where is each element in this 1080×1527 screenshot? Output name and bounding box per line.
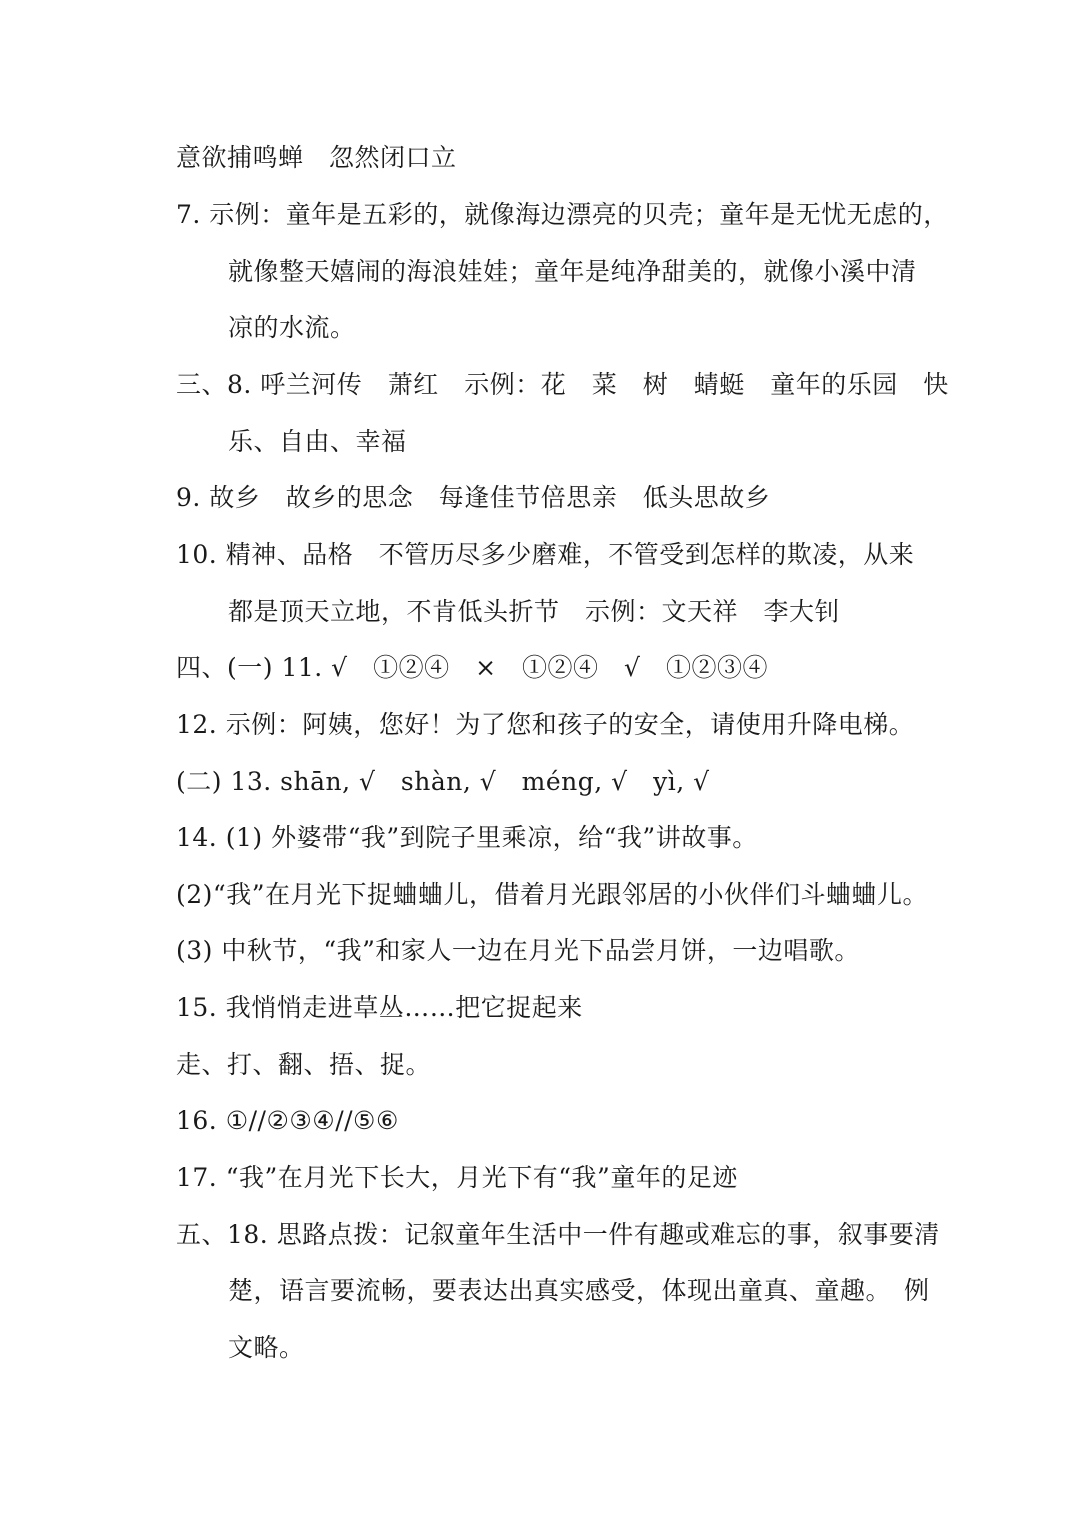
answer-line: 乐、自由、幸福 — [228, 427, 407, 456]
answer-18: 五、18. 思路点拨：记叙童年生活中一件有趣或难忘的事，叙事要清 — [176, 1220, 940, 1249]
answer-15: 15. 我悄悄走进草丛……把它捉起来 — [176, 993, 583, 1022]
answer-13: (二) 13. shān, √ shàn, √ méng, √ yì, √ — [176, 767, 710, 796]
answer-10: 10. 精神、品格 不管历尽多少磨难，不管受到怎样的欺凌，从来 — [176, 540, 915, 569]
answer-line: (3) 中秋节，“我”和家人一边在月光下品尝月饼，一边唱歌。 — [176, 936, 860, 965]
answer-9: 9. 故乡 故乡的思念 每逢佳节倍思亲 低头思故乡 — [176, 483, 771, 512]
answer-line: 凉的水流。 — [228, 313, 356, 342]
answer-16: 16. ①//②③④//⑤⑥ — [176, 1106, 399, 1135]
answer-12: 12. 示例：阿姨，您好！为了您和孩子的安全，请使用升降电梯。 — [176, 710, 915, 739]
answer-line: 走、打、翻、捂、捉。 — [176, 1050, 432, 1079]
answer-line: 就像整天嬉闹的海浪娃娃；童年是纯净甜美的，就像小溪中清 — [228, 257, 917, 286]
answer-line: (2)“我”在月光下捉蛐蛐儿，借着月光跟邻居的小伙伴们斗蛐蛐儿。 — [176, 880, 928, 909]
answer-line: 文略。 — [228, 1333, 305, 1362]
answer-line: 楚，语言要流畅，要表达出真实感受，体现出童真、童趣。 例 — [228, 1276, 930, 1305]
answer-11: 四、(一) 11. √ ①②④ × ①②④ √ ①②③④ — [176, 653, 768, 682]
answer-line: 意欲捕鸣蝉 忽然闭口立 — [176, 143, 457, 172]
answer-17: 17. “我”在月光下长大，月光下有“我”童年的足迹 — [176, 1163, 738, 1192]
answer-8: 三、8. 呼兰河传 萧红 示例：花 菜 树 蜻蜓 童年的乐园 快 — [176, 370, 949, 399]
answer-14: 14. (1) 外婆带“我”到院子里乘凉，给“我”讲故事。 — [176, 823, 758, 852]
answer-line: 都是顶天立地，不肯低头折节 示例：文天祥 李大钊 — [228, 597, 841, 626]
answer-7: 7. 示例：童年是五彩的，就像海边漂亮的贝壳；童年是无忧无虑的， — [176, 200, 949, 229]
